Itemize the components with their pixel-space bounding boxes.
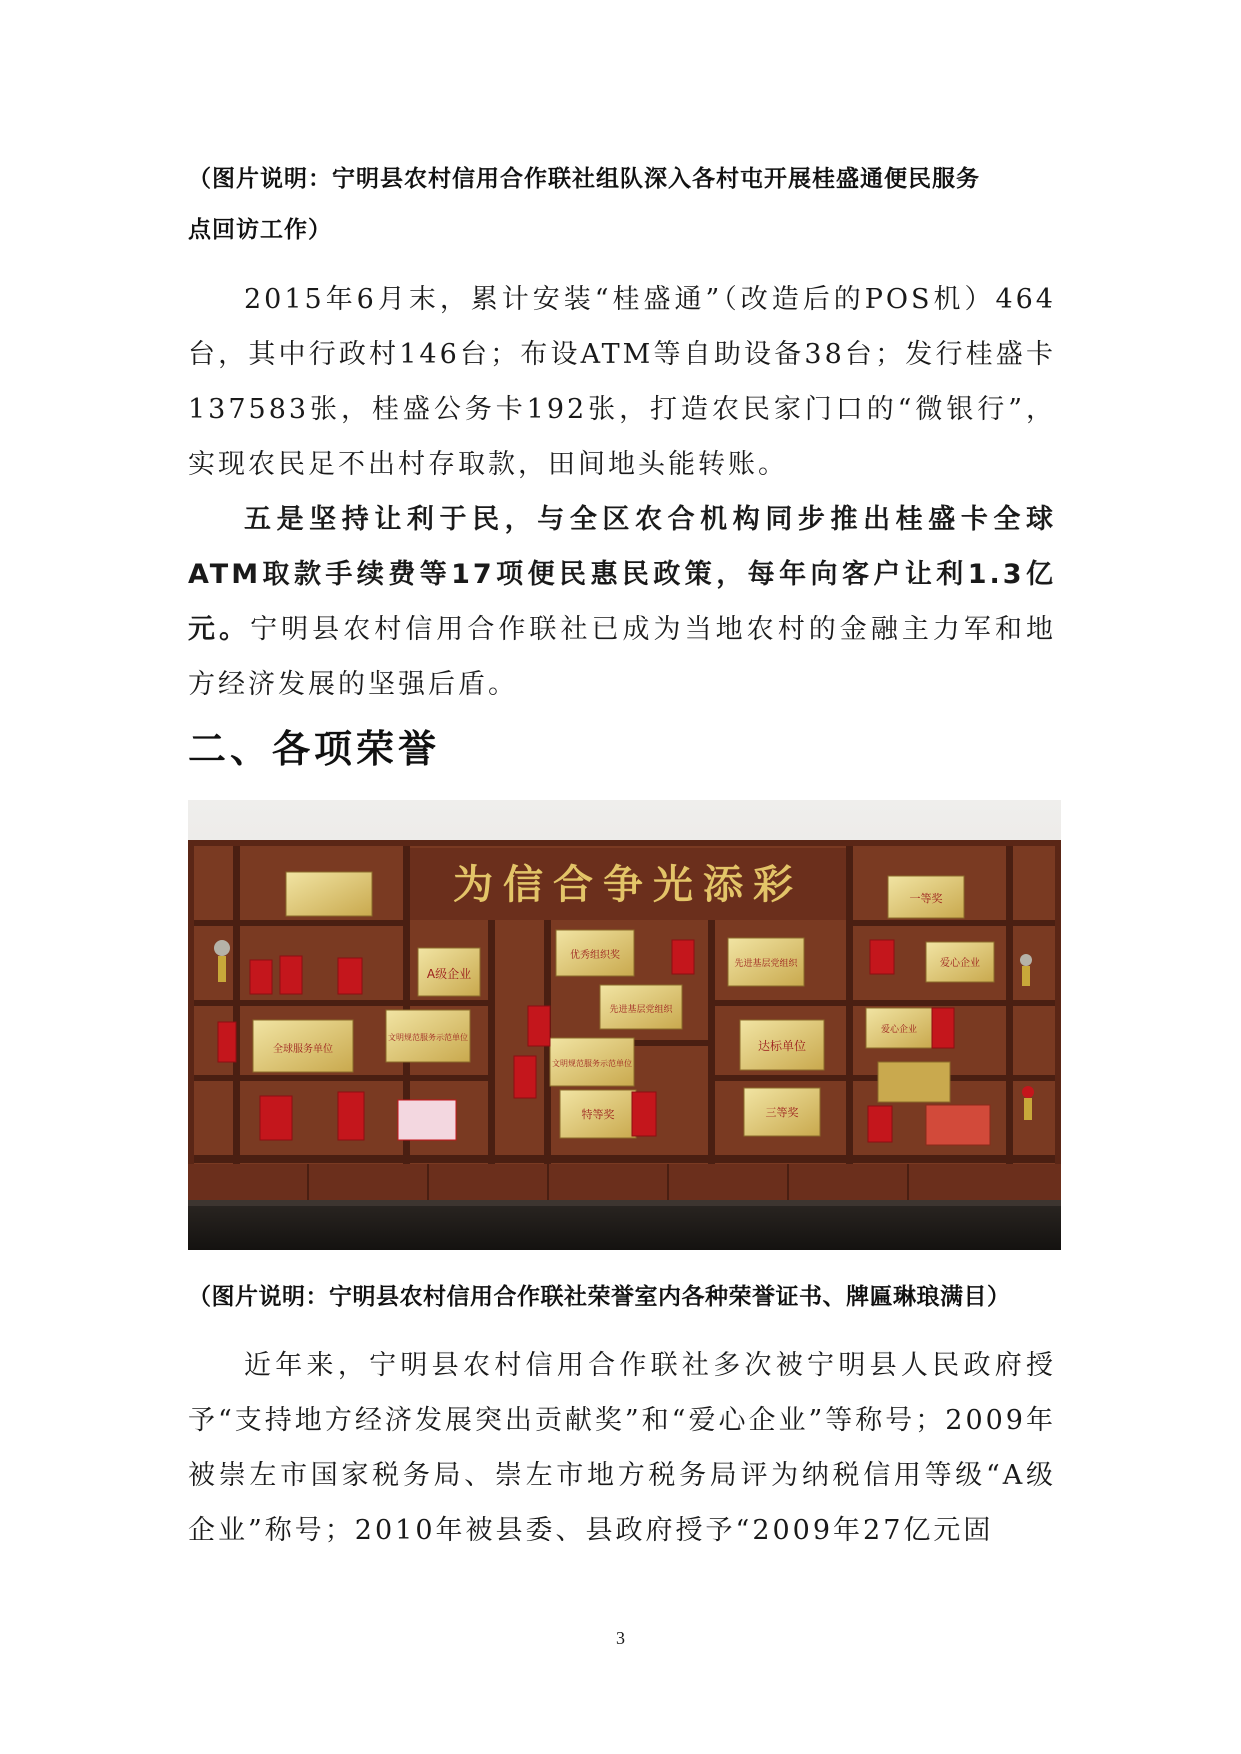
photo-caption-2: （图片说明：宁明县农村信用合作联社荣誉室内各种荣誉证书、牌匾琳琅满目） [188, 1284, 1011, 1310]
plaque-label: 先进基层党组织 [734, 959, 798, 969]
plaque-label: 爱心企业 [880, 1025, 918, 1035]
plaque-label: 特等奖 [581, 1108, 615, 1121]
plaque-label: 一等奖 [909, 892, 943, 905]
plaque-label: 爱心企业 [940, 958, 980, 969]
paragraph-3-text: 近年来，宁明县农村信用合作联社多次被宁明县人民政府授予“支持地方经济发展突出贡献奖”和“爱心企业”等称号；2009年被崇左市国家税务局、崇左市地方税务局评为纳税信用等级“A级企业”称号；2010年被县委、县政府授予“2009年27亿元固 [188, 1350, 1056, 1546]
banner-text: 为信合争光添彩 [453, 861, 803, 908]
plaque-label: 优秀组织奖 [570, 950, 620, 961]
paragraph-installations [188, 272, 1056, 492]
plaque-label: 文明规范服务示范单位 [552, 1059, 632, 1068]
paragraph-benefits [188, 492, 1056, 712]
paragraph-2-normal: 宁明县农村信用合作联社已成为当地农村的金融主力军和地方经济发展的坚强后盾。 [188, 614, 1057, 700]
paragraph-2-bold: 五是坚持让利于民，与全区农合机构同步推出桂盛卡全球ATM取款手续费等17项便民惠民政策，每年向客户让利1.3亿元。 [188, 504, 1056, 645]
photo-caption-1 [188, 160, 1068, 244]
paragraph-2-text [188, 492, 1056, 712]
page-number: 3 [616, 1628, 625, 1648]
plaque-label: 三等奖 [765, 1106, 799, 1119]
caption-1-line-1: （图片说明：宁明县农村信用合作联社组队深入各村屯开展桂盛通便民服务 [188, 166, 980, 192]
honor-room-photo [188, 800, 1061, 1250]
plaque-label: A级企业 [426, 967, 472, 981]
paragraph-1-text: 2015年6月末，累计安装“桂盛通”（改造后的POS机）464台，其中行政村146台；布设ATM等自助设备38台；发行桂盛卡137583张，桂盛公务卡192张，打造农民家门口的“微银行”，实现农民足不出村存取款，田间地头能转账。 [188, 284, 1056, 480]
plaque-label: 全球服务单位 [273, 1044, 333, 1055]
section-heading: 二、各项荣誉 [188, 727, 441, 771]
plaque-label: 先进基层党组织 [609, 1005, 673, 1015]
caption-1-line-2: 点回访工作） [188, 217, 332, 243]
plaque-label: 达标单位 [757, 1039, 807, 1053]
plaque-label: 文明规范服务示范单位 [388, 1033, 468, 1042]
paragraph-honors [188, 1338, 1056, 1558]
